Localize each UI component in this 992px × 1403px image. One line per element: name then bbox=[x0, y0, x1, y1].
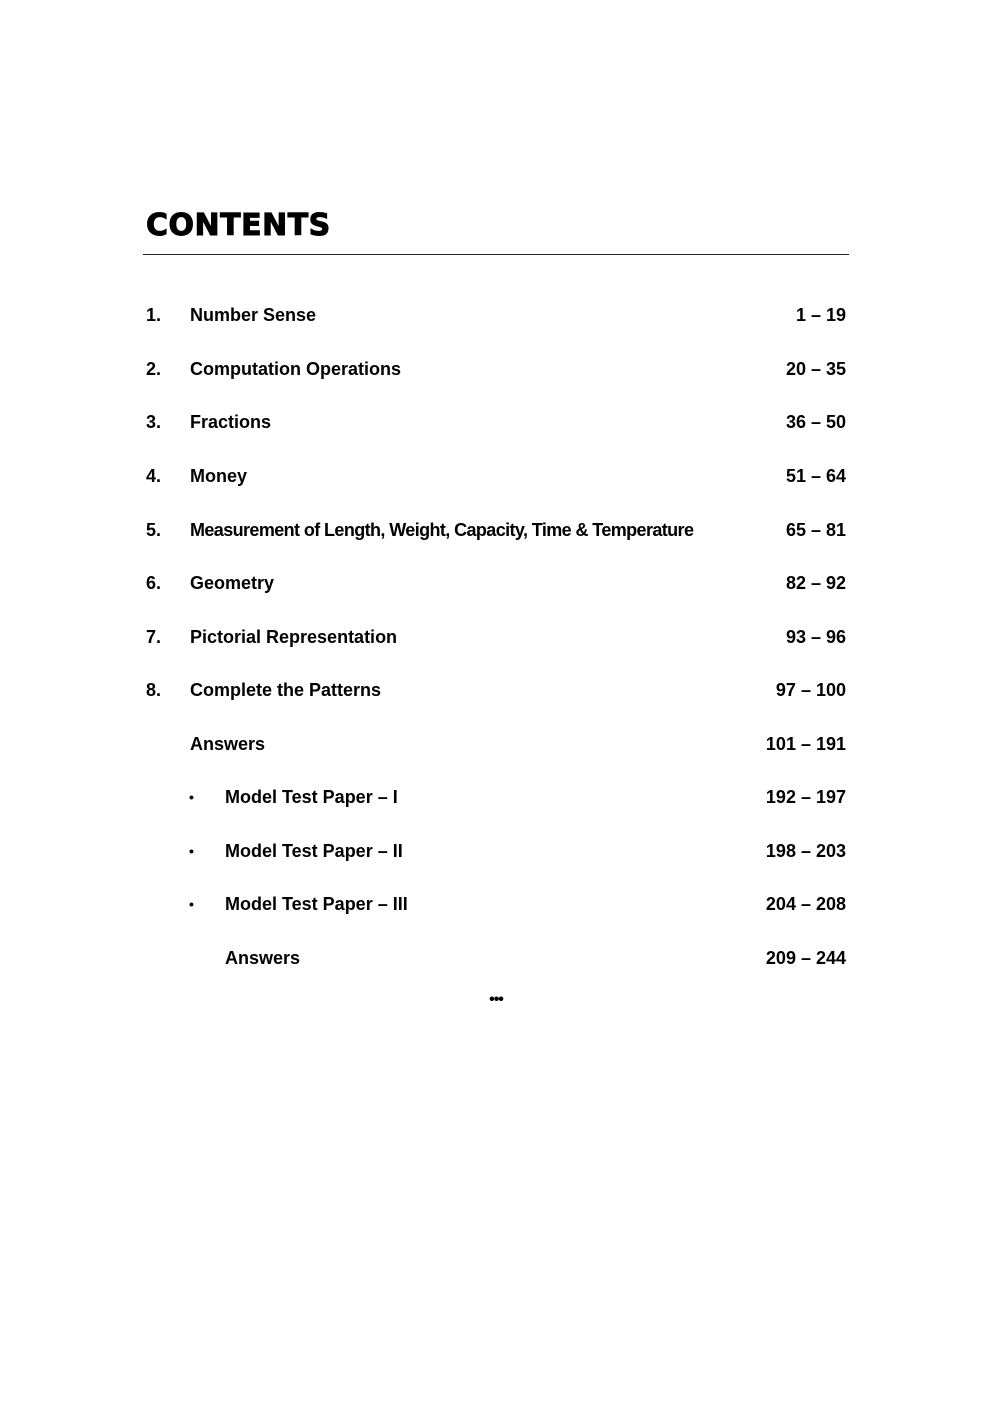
entry-label: Fractions bbox=[190, 412, 272, 432]
entry-label: Model Test Paper – III bbox=[225, 894, 408, 914]
toc-entry-number-sense[interactable] bbox=[0, 300, 992, 330]
toc-entry-model-test-paper-1[interactable] bbox=[0, 782, 992, 812]
toc-entry-money[interactable] bbox=[0, 461, 992, 491]
entry-pages: 65 – 81 bbox=[785, 520, 846, 540]
entry-label: Money bbox=[190, 466, 248, 486]
entry-pages: 51 – 64 bbox=[785, 466, 846, 486]
entry-number: 2. bbox=[146, 359, 162, 379]
toc-entry-model-test-paper-2[interactable] bbox=[0, 836, 992, 866]
entry-pages: 198 – 203 bbox=[765, 841, 846, 861]
toc-entry-measurement[interactable] bbox=[0, 515, 992, 545]
entry-pages: 36 – 50 bbox=[785, 412, 846, 432]
entry-label: Answers bbox=[225, 948, 301, 968]
entry-pages: 97 – 100 bbox=[775, 680, 846, 700]
toc-entry-model-test-paper-3[interactable] bbox=[0, 889, 992, 919]
entry-number: 4. bbox=[146, 466, 162, 486]
entry-number: 8. bbox=[146, 680, 162, 700]
entry-label: Complete the Patterns bbox=[190, 680, 382, 700]
entry-label: Model Test Paper – II bbox=[225, 841, 403, 861]
entry-pages: 192 – 197 bbox=[765, 787, 846, 807]
entry-label: Geometry bbox=[190, 573, 275, 593]
entry-number: 5. bbox=[146, 520, 162, 540]
toc-entry-computation-operations[interactable] bbox=[0, 354, 992, 384]
entry-pages: 101 – 191 bbox=[765, 734, 846, 754]
bullet-icon: • bbox=[189, 789, 194, 805]
entry-number: 1. bbox=[146, 305, 162, 325]
entry-pages: 20 – 35 bbox=[785, 359, 846, 379]
entry-number: 7. bbox=[146, 627, 162, 647]
end-mark-icon: ••• bbox=[489, 991, 503, 1008]
bullet-icon: • bbox=[189, 843, 194, 859]
toc-entry-answers[interactable] bbox=[0, 729, 992, 759]
entry-label: Pictorial Representation bbox=[190, 627, 398, 647]
entry-pages: 209 – 244 bbox=[765, 948, 846, 968]
toc-entry-model-test-answers[interactable] bbox=[0, 943, 992, 973]
entry-pages: 204 – 208 bbox=[765, 894, 846, 914]
entry-pages: 93 – 96 bbox=[785, 627, 846, 647]
title-divider bbox=[143, 254, 849, 255]
toc-entry-pictorial-representation[interactable] bbox=[0, 622, 992, 652]
bullet-icon: • bbox=[189, 896, 194, 912]
entry-number: 6. bbox=[146, 573, 162, 593]
entry-label: Model Test Paper – I bbox=[225, 787, 398, 807]
page-title: CONTENTS bbox=[146, 208, 331, 243]
entry-pages: 1 – 19 bbox=[795, 305, 846, 325]
toc-entry-fractions[interactable] bbox=[0, 407, 992, 437]
entry-label: Number Sense bbox=[190, 305, 317, 325]
toc-entry-complete-the-patterns[interactable] bbox=[0, 675, 992, 705]
toc-entry-geometry[interactable] bbox=[0, 568, 992, 598]
entry-pages: 82 – 92 bbox=[785, 573, 846, 593]
entry-number: 3. bbox=[146, 412, 162, 432]
entry-label: Answers bbox=[190, 734, 266, 754]
entry-label: Measurement of Length, Weight, Capacity, Time & Temperature bbox=[190, 520, 694, 540]
entry-label: Computation Operations bbox=[190, 359, 401, 379]
